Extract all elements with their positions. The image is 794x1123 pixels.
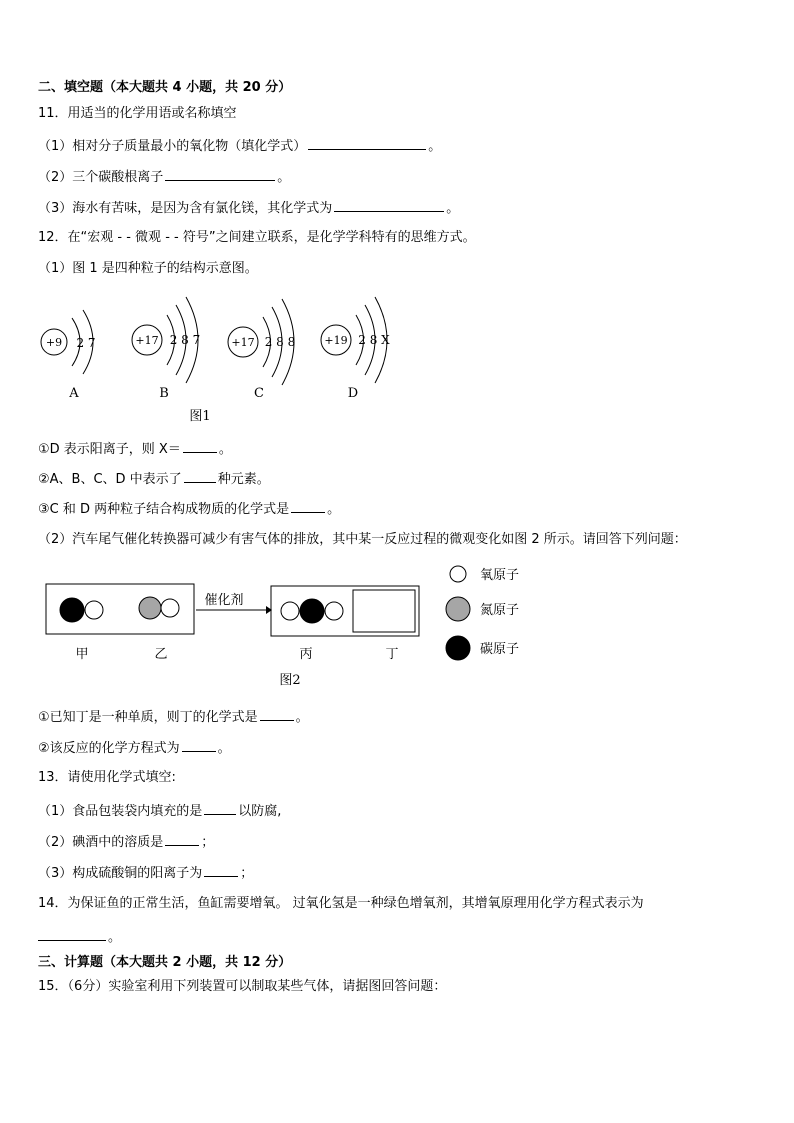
product-label-ding: 丁 xyxy=(385,647,399,662)
q12-sub3 xyxy=(38,500,340,518)
semicolon: ； xyxy=(240,866,254,881)
section-heading-calculation: 三、计算题（本大题共 2 小题，共 12 分） xyxy=(38,955,292,970)
answer-blank[interactable] xyxy=(260,708,294,721)
period: 。 xyxy=(277,170,291,185)
period: 。 xyxy=(327,502,341,517)
legend-oxygen-label: 氧原子 xyxy=(480,568,520,583)
oxygen-atom xyxy=(325,602,343,620)
legend-nitrogen-swatch xyxy=(446,597,470,621)
particle-nucleus: +17 xyxy=(231,336,255,349)
reactant-label-yi: 乙 xyxy=(154,647,168,662)
period: 。 xyxy=(446,201,460,216)
answer-blank[interactable] xyxy=(184,470,216,483)
answer-blank[interactable] xyxy=(308,137,426,150)
oxygen-atom xyxy=(281,602,299,620)
q11-part1-text: （1）相对分子质量最小的氧化物（填化学式） xyxy=(38,139,307,154)
legend-carbon-swatch xyxy=(446,636,470,660)
particle-nucleus: +9 xyxy=(45,336,63,349)
semicolon: ； xyxy=(201,835,215,850)
answer-blank[interactable] xyxy=(165,833,199,846)
answer-blank[interactable] xyxy=(183,440,217,453)
q13-part3 xyxy=(38,864,253,882)
q12-stem: 12．在“宏观 - - 微观 - - 符号”之间建立联系，是化学学科特有的思维方式。 xyxy=(38,230,476,245)
section-heading-fill-blank: 二、填空题（本大题共 4 小题，共 20 分） xyxy=(38,80,292,95)
catalyst-label: 催化剂 xyxy=(204,593,244,608)
particle-shells: 2 8 8 xyxy=(264,335,296,349)
q11-part1 xyxy=(38,137,441,155)
legend-carbon-label: 碳原子 xyxy=(480,642,520,657)
q13-part2-text: （2）碘酒中的溶质是 xyxy=(38,835,164,850)
oxygen-atom xyxy=(161,599,179,617)
figure-1-caption: 图1 xyxy=(189,409,211,424)
answer-blank[interactable] xyxy=(38,928,106,941)
product-label-bing: 丙 xyxy=(299,647,313,662)
q11-part2-text: （2）三个碳酸根离子 xyxy=(38,170,164,185)
particle-nucleus: +17 xyxy=(135,334,159,347)
particle-label: B xyxy=(159,386,169,401)
unknown-product-box xyxy=(353,590,415,632)
particle-shells: 2 7 xyxy=(76,336,96,350)
q12-part1: （1）图 1 是四种粒子的结构示意图。 xyxy=(38,261,258,276)
period: 。 xyxy=(428,139,442,154)
figure-2-reaction-diagram xyxy=(40,560,540,690)
period: 。 xyxy=(217,741,231,756)
carbon-atom xyxy=(300,599,324,623)
q13-part3-text: （3）构成硫酸铜的阳离子为 xyxy=(38,866,203,881)
q13-part1-text: （1）食品包装袋内填充的是 xyxy=(38,804,203,819)
particle-shells: 2 8 7 xyxy=(169,333,201,347)
period: 。 xyxy=(218,442,232,457)
particle-label: D xyxy=(347,386,359,401)
reactant-label-jia: 甲 xyxy=(75,647,89,662)
answer-blank[interactable] xyxy=(204,864,238,877)
q14-answer-line xyxy=(38,928,121,946)
q15-stem: 15．（6分）实验室利用下列装置可以制取某些气体，请据图回答问题： xyxy=(38,979,447,994)
q11-part2 xyxy=(38,168,290,186)
particle-d xyxy=(321,297,390,401)
period: 。 xyxy=(108,930,122,945)
q13-part1-tail: 以防腐, xyxy=(238,804,282,819)
particle-label: C xyxy=(254,386,264,401)
q12-fig2-sub2-text: ②该反应的化学方程式为 xyxy=(38,741,180,756)
q11-part3 xyxy=(38,199,459,217)
answer-blank[interactable] xyxy=(165,168,275,181)
q14-stem: 14．为保证鱼的正常生活，鱼缸需要增氧。 过氧化氢是一种绿色增氧剂，其增氧原理用化学方程式表示为 xyxy=(38,896,644,911)
period: 。 xyxy=(295,710,309,725)
q13-part1 xyxy=(38,802,281,820)
q12-sub2 xyxy=(38,470,270,488)
particle-nucleus: +19 xyxy=(324,334,348,347)
particle-b xyxy=(132,297,200,401)
particle-shells: 2 8 X xyxy=(358,333,390,347)
q13-stem: 13．请使用化学式填空: xyxy=(38,770,176,785)
answer-blank[interactable] xyxy=(334,199,444,212)
figure-2-caption: 图2 xyxy=(279,673,301,688)
q12-fig2-sub1-text: ①已知丁是一种单质，则丁的化学式是 xyxy=(38,710,258,725)
answer-blank[interactable] xyxy=(204,802,236,815)
particle-label: A xyxy=(69,386,79,401)
q11-stem: 11．用适当的化学用语或名称填空 xyxy=(38,106,237,121)
q12-sub2-text: ②A、B、C、D 中表示了 xyxy=(38,472,182,487)
q12-fig2-sub2 xyxy=(38,739,231,757)
legend-nitrogen-label: 氮原子 xyxy=(480,603,520,618)
answer-blank[interactable] xyxy=(182,739,216,752)
q12-sub1-text: ①D 表示阳离子，则 X＝ xyxy=(38,442,181,457)
particle-a xyxy=(41,310,96,401)
particle-c xyxy=(228,299,295,401)
q12-sub3-text: ③C 和 D 两种粒子结合构成物质的化学式是 xyxy=(38,502,290,517)
answer-blank[interactable] xyxy=(291,500,325,513)
q12-part2: （2）汽车尾气催化转换器可减少有害气体的排放，其中某一反应过程的微观变化如图 2 所示。请回答下列问题： xyxy=(38,532,687,547)
q11-part3-text: （3）海水有苦味，是因为含有氯化镁，其化学式为 xyxy=(38,201,333,216)
legend-oxygen-swatch xyxy=(450,566,466,582)
q12-sub2-tail: 种元素。 xyxy=(217,472,270,487)
q12-fig2-sub1 xyxy=(38,708,309,726)
figure-1-particle-structures xyxy=(30,285,410,430)
nitrogen-atom xyxy=(139,597,161,619)
oxygen-atom xyxy=(85,601,103,619)
q12-sub1 xyxy=(38,440,232,458)
q13-part2 xyxy=(38,833,214,851)
carbon-atom xyxy=(60,598,84,622)
